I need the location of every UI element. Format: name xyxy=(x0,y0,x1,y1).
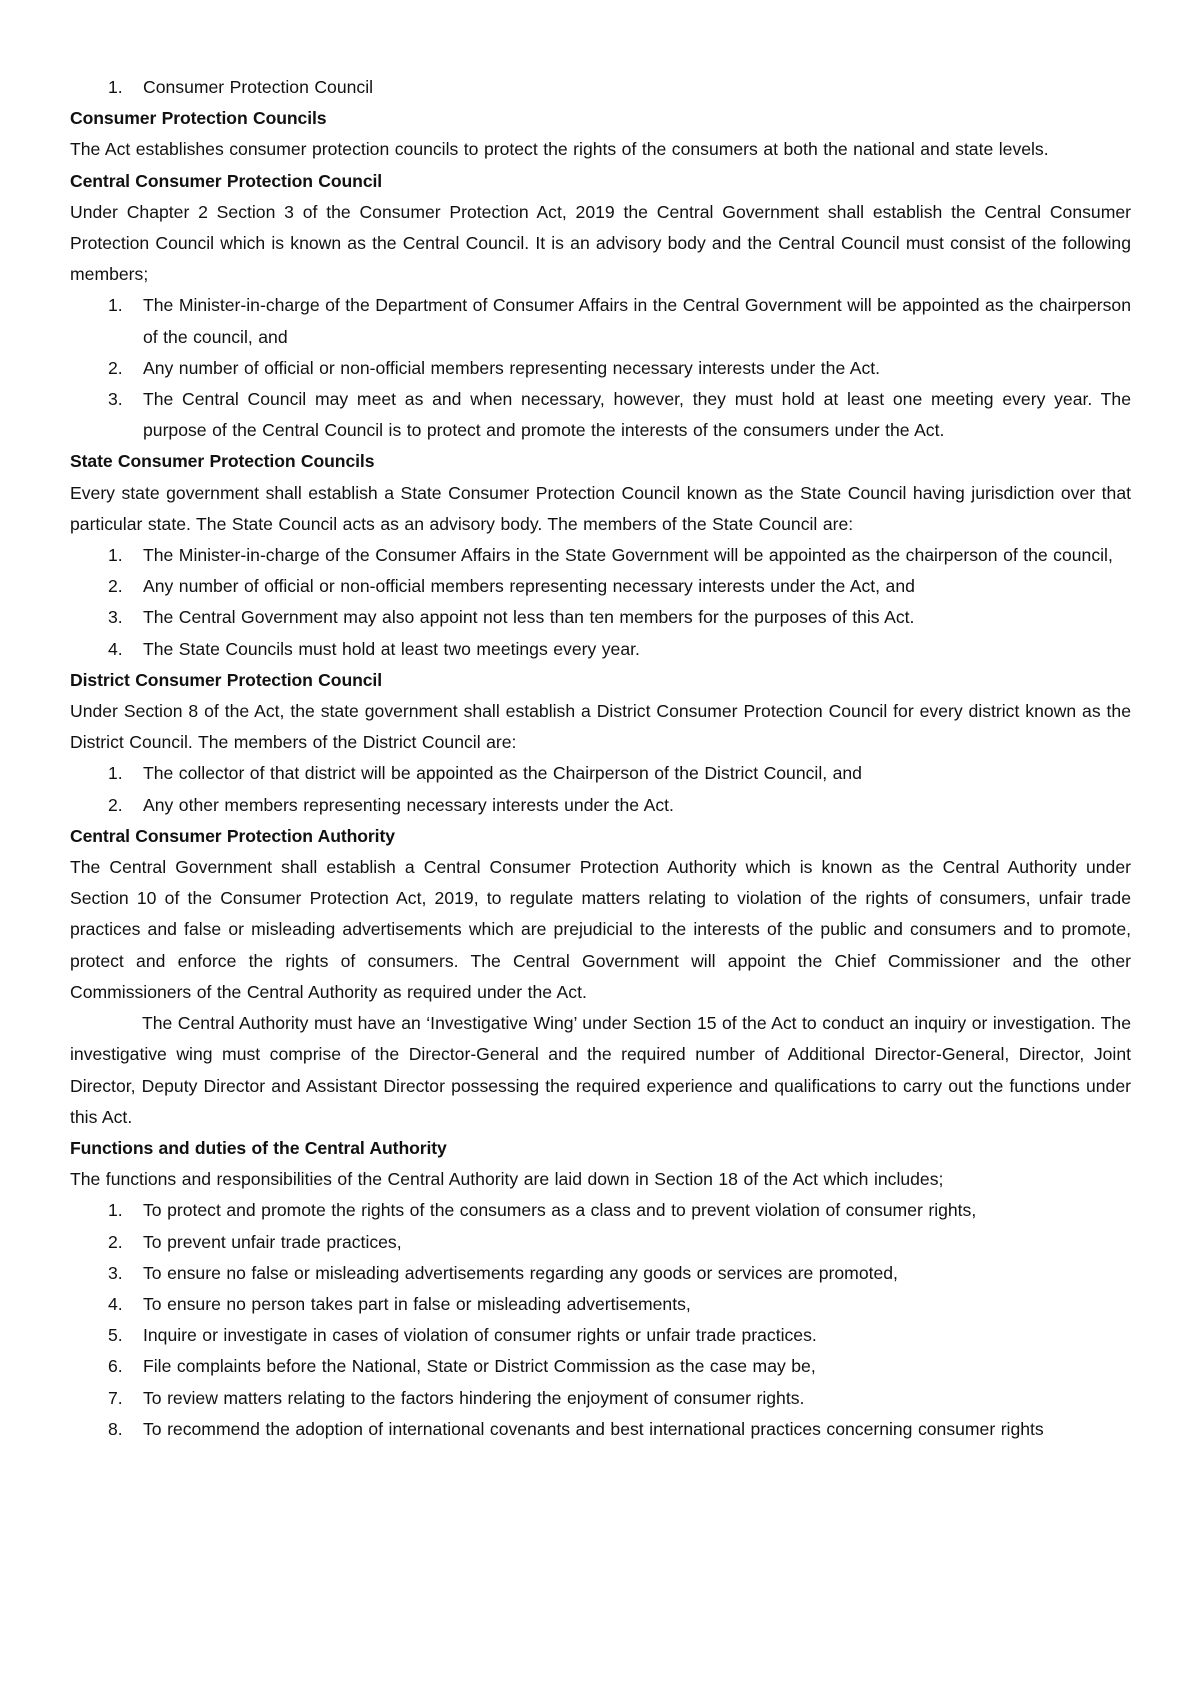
list-item xyxy=(70,1258,1131,1289)
list-number: 4. xyxy=(108,638,123,659)
list-item xyxy=(70,1289,1131,1320)
list-item xyxy=(70,1351,1131,1382)
list-number: 8. xyxy=(108,1418,123,1439)
section-heading-councils: Consumer Protection Councils xyxy=(70,108,327,129)
list-item-text: The State Councils must hold at least two meetings every year. xyxy=(143,638,640,659)
list-number: 3. xyxy=(108,607,123,628)
list-item-text: To ensure no false or misleading advertisements regarding any goods or services are promoted, xyxy=(143,1262,898,1283)
list-number: 2. xyxy=(108,794,123,815)
list-item-text: Any other members representing necessary interests under the Act. xyxy=(143,794,674,815)
list-item-text: The Minister-in-charge of the Consumer Affairs in the State Government will be appointed as the chairperson of the council, xyxy=(143,545,1113,566)
list-item-text: The Central Government may also appoint not less than ten members for the purposes of this Act. xyxy=(143,607,915,628)
list-item xyxy=(70,634,1131,665)
section-body-state-councils: Every state government shall establish a State Consumer Protection Council known as the State Council having jurisdiction over that particular state. The State Council acts as an advisory body. The members of the State Council are: xyxy=(70,482,1131,534)
section-heading-central-council: Central Consumer Protection Council xyxy=(70,170,383,191)
list-number: 5. xyxy=(108,1325,123,1346)
list-item xyxy=(70,353,1131,384)
list-item-text: To review matters relating to the factors hindering the enjoyment of consumer rights. xyxy=(143,1387,805,1408)
list-item-text: Consumer Protection Council xyxy=(143,77,374,97)
list-item xyxy=(70,758,1131,789)
list-item xyxy=(70,290,1131,352)
state-council-members-list xyxy=(70,540,1131,665)
list-number: 2. xyxy=(108,576,123,597)
district-council-members-list xyxy=(70,758,1131,820)
list-item xyxy=(70,1195,1131,1226)
central-council-members-list xyxy=(70,290,1131,446)
list-item-text: Any number of official or non-official members representing necessary interests under the Act, and xyxy=(143,576,915,597)
list-number: 3. xyxy=(108,1262,123,1283)
section-body-investigative-wing: The Central Authority must have an ‘Investigative Wing’ under Section 15 of the Act to conduct an inquiry or investigation. The investigative wing must comprise of the Director-General and the required number of Additional Director-General, Director, Joint Director, Deputy Director and Assistant Director possessing the required experience and qualifications to carry out the functions under this Act. xyxy=(70,1013,1132,1127)
list-item-text: The Minister-in-charge of the Department of Consumer Affairs in the Central Government will be appointed as the chairperson of the council, and xyxy=(143,295,1131,347)
list-item xyxy=(70,1414,1131,1445)
list-number: 2. xyxy=(108,1231,123,1252)
list-number: 7. xyxy=(108,1387,123,1408)
document-page xyxy=(70,72,1131,1445)
list-number: 4. xyxy=(108,1293,123,1314)
list-item xyxy=(70,72,1131,103)
list-item xyxy=(70,571,1131,602)
intro-list xyxy=(70,72,1131,103)
list-item-text: To prevent unfair trade practices, xyxy=(143,1231,402,1252)
section-heading-district-council: District Consumer Protection Council xyxy=(70,669,382,690)
section-body-central-authority: The Central Government shall establish a Central Consumer Protection Authority which is known as the Central Authority under Section 10 of the Consumer Protection Act, 2019, to regulate matters relating to violation of the rights of consumers, unfair trade practices and false or misleading advertisements which are prejudicial to the interests of the public and consumers and to promote, protect and enforce the rights of consumers. The Central Government will appoint the Chief Commissioner and the other Commissioners of the Central Authority as required under the Act. xyxy=(70,857,1131,1002)
section-heading-central-authority: Central Consumer Protection Authority xyxy=(70,825,395,846)
list-number: 1. xyxy=(108,545,123,566)
list-item-text: To recommend the adoption of international covenants and best international practices concerning consumer rights xyxy=(143,1418,1044,1439)
section-body-central-council: Under Chapter 2 Section 3 of the Consumer Protection Act, 2019 the Central Government shall establish the Central Consumer Protection Council which is known as the Central Council. It is an advisory body and the Central Council must consist of the following members; xyxy=(70,201,1131,285)
section-heading-functions: Functions and duties of the Central Authority xyxy=(70,1137,447,1158)
list-item xyxy=(70,1320,1131,1351)
list-item-text: The Central Council may meet as and when necessary, however, they must hold at least one meeting every year. The purpose of the Central Council is to protect and promote the interests of the consumers under the Act. xyxy=(143,389,1131,441)
section-heading-state-councils: State Consumer Protection Councils xyxy=(70,451,375,472)
section-body-functions: The functions and responsibilities of the Central Authority are laid down in Section 18 of the Act which includes; xyxy=(70,1169,944,1190)
list-item-text: Any number of official or non-official members representing necessary interests under the Act. xyxy=(143,357,881,378)
list-item-text: To ensure no person takes part in false or misleading advertisements, xyxy=(143,1293,691,1314)
section-body-councils: The Act establishes consumer protection councils to protect the rights of the consumers at both the national and state levels. xyxy=(70,139,1049,160)
list-number: 2. xyxy=(108,357,123,378)
list-number: 1. xyxy=(108,1200,123,1221)
functions-list xyxy=(70,1195,1131,1445)
list-item-text: The collector of that district will be appointed as the Chairperson of the District Council, and xyxy=(143,763,862,784)
list-item xyxy=(70,540,1131,571)
list-number: 6. xyxy=(108,1356,123,1377)
list-number: 3. xyxy=(108,389,123,410)
list-item xyxy=(70,1227,1131,1258)
list-item xyxy=(70,1383,1131,1414)
list-item-text: To protect and promote the rights of the consumers as a class and to prevent violation of consumer rights, xyxy=(143,1200,977,1221)
list-number: 1. xyxy=(108,77,123,97)
list-item-text: File complaints before the National, State or District Commission as the case may be, xyxy=(143,1356,816,1377)
list-item xyxy=(70,602,1131,633)
list-item-text: Inquire or investigate in cases of violation of consumer rights or unfair trade practices. xyxy=(143,1325,817,1346)
list-item xyxy=(70,790,1131,821)
list-number: 1. xyxy=(108,763,123,784)
section-body-district-council: Under Section 8 of the Act, the state government shall establish a District Consumer Protection Council for every district known as the District Council. The members of the District Council are: xyxy=(70,701,1131,753)
list-item xyxy=(70,384,1131,446)
list-number: 1. xyxy=(108,295,123,316)
